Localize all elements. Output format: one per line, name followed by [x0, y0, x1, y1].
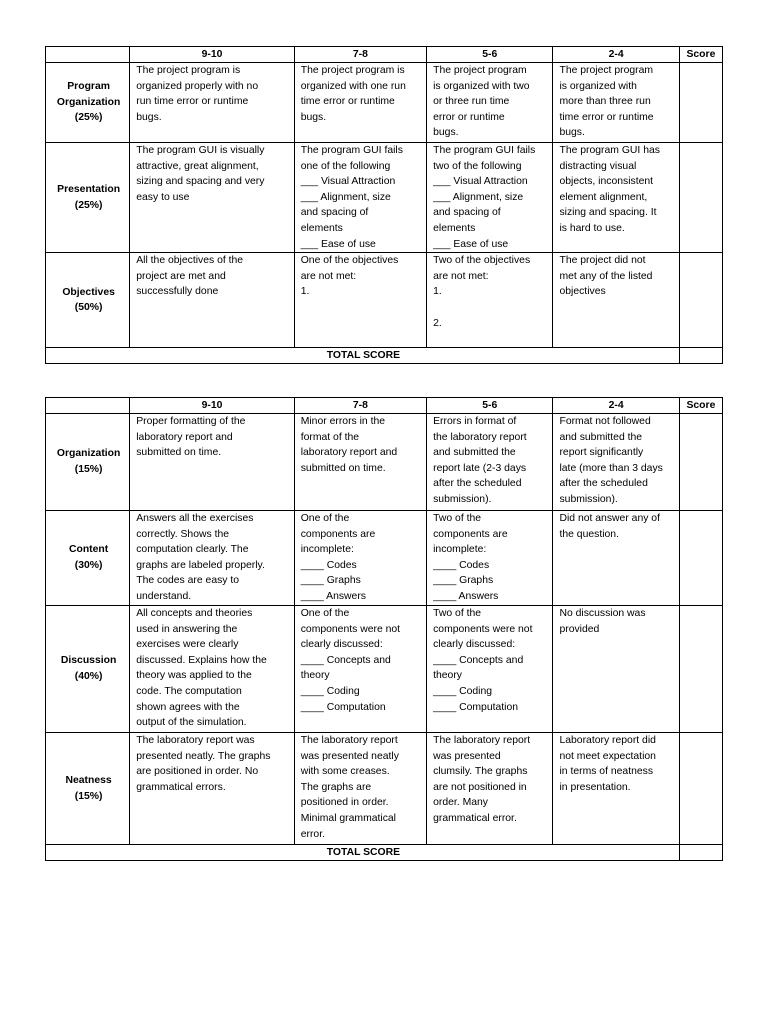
description-cell [294, 63, 426, 143]
rubric-row [46, 414, 723, 511]
description-line: organized with one run [300, 80, 406, 92]
description-line: met any of the listed [559, 270, 653, 282]
description-line: theory [433, 670, 462, 682]
description-cell [294, 143, 426, 253]
description-line: two of the following [433, 160, 522, 172]
description-line: theory [300, 670, 330, 682]
description-line: error or runtime [433, 111, 505, 123]
description-line: ___ Visual Attraction [433, 176, 528, 188]
description-line: presented neatly. The graphs [136, 750, 271, 762]
criterion-label: (15%) [74, 464, 103, 475]
description-line: shown agrees with the [136, 701, 240, 713]
header-row [46, 398, 723, 414]
description-line: was presented neatly [300, 750, 399, 762]
description-line: attractive, great alignment, [136, 160, 259, 172]
description-cell [294, 414, 426, 511]
description-line: The project did not [559, 255, 646, 267]
description-line: components are [433, 528, 508, 540]
criterion-label: (25%) [74, 199, 103, 211]
description-line: The project program [433, 65, 527, 76]
description-line: distracting visual [559, 160, 637, 172]
description-line: The program GUI is visually [136, 145, 265, 156]
description-cell [553, 733, 679, 845]
description-line: ___ Ease of use [300, 238, 376, 250]
description-line: One of the [300, 513, 350, 524]
description-line: bugs. [433, 127, 459, 139]
description-line: discussed. Explains how the [136, 654, 267, 666]
description-line: report late (2-3 days [433, 462, 527, 474]
rubric-row [46, 733, 723, 845]
description-line: The laboratory report [300, 735, 398, 746]
description-line: ____ Answers [433, 590, 499, 602]
description-cell [130, 733, 294, 845]
description-line [433, 300, 548, 316]
description-line: are not met: [300, 270, 357, 282]
description-line: not meet expectation [559, 750, 656, 762]
description-cell [427, 253, 553, 348]
description-line: was presented [433, 750, 501, 762]
description-line: ____ Graphs [433, 575, 494, 587]
description-line: is organized with two [433, 80, 530, 92]
description-line: time error or runtime [300, 96, 395, 108]
description-line: successfully done [136, 286, 219, 298]
description-line: and spacing of [300, 207, 369, 219]
description-line: in terms of neatness [559, 766, 654, 778]
description-line: ____ Concepts and [300, 654, 391, 666]
rubric-row [46, 511, 723, 606]
description-cell [427, 414, 553, 511]
description-line: bugs. [136, 111, 162, 123]
description-cell [130, 414, 294, 511]
score-cell[interactable] [679, 63, 722, 143]
description-line: the question. [559, 528, 619, 540]
description-line: output of the simulation. [136, 717, 247, 729]
description-line: ____ Computation [433, 701, 519, 713]
description-line: order. Many [433, 797, 488, 809]
description-line: Minor errors in the [300, 416, 386, 427]
description-line: One of the objectives [300, 255, 399, 267]
description-line: clearly discussed: [433, 639, 516, 651]
description-line: One of the [300, 608, 350, 619]
description-line: ___ Ease of use [433, 238, 509, 250]
description-line: objectives [559, 286, 606, 298]
description-line: incomplete: [300, 544, 354, 556]
description-cell [130, 511, 294, 606]
rubric-body [46, 414, 723, 861]
lab-report-rubric-table [45, 397, 723, 861]
description-line: The laboratory report was [136, 735, 255, 746]
description-line: 1. [300, 286, 310, 298]
description-line: ____ Coding [300, 685, 360, 697]
score-cell[interactable] [679, 606, 722, 733]
criterion-cell [46, 143, 130, 253]
description-cell [427, 606, 553, 733]
description-line: sizing and spacing and very [136, 176, 265, 188]
criterion-label: (15%) [74, 790, 103, 802]
description-line: elements [300, 222, 343, 234]
description-line: Format not followed [559, 416, 651, 427]
score-range-header: 9-10 [130, 47, 294, 63]
description-line: elements [433, 222, 476, 234]
description-line: Two of the [433, 608, 482, 619]
description-line: The codes are easy to [136, 575, 240, 587]
description-line: late (more than 3 days [559, 462, 663, 474]
description-line: ___ Alignment, size [433, 191, 524, 203]
description-line: The project program is [300, 65, 405, 76]
total-score-label: TOTAL SCORE [46, 348, 680, 364]
description-line: after the scheduled [559, 478, 648, 490]
description-line: The graphs are [300, 781, 372, 793]
description-cell [294, 253, 426, 348]
description-line: laboratory report and [300, 447, 398, 459]
description-line: 1. [433, 286, 442, 298]
description-line: time error or runtime [559, 111, 654, 123]
criterion-label: Objectives [62, 286, 115, 298]
total-score-label: TOTAL SCORE [46, 845, 680, 861]
description-line: code. The computation [136, 685, 242, 697]
rubric-body [46, 63, 723, 364]
description-line: sizing and spacing. It [559, 207, 657, 219]
description-cell [427, 733, 553, 845]
criterion-label: Discussion [60, 655, 117, 667]
description-line: ____ Concepts and [433, 654, 524, 666]
description-line: ___ Alignment, size [300, 191, 391, 203]
description-cell [130, 143, 294, 253]
criterion-label: (50%) [74, 302, 103, 314]
score-range-header: 2-4 [553, 398, 679, 414]
description-line: is organized with [559, 80, 637, 92]
description-line: clearly discussed: [300, 639, 383, 651]
description-line: run time error or runtime [136, 96, 249, 108]
description-line: are positioned in order. No [136, 766, 259, 778]
description-line: submitted on time. [300, 462, 386, 474]
criterion-cell [46, 606, 130, 733]
description-line: bugs. [300, 111, 327, 123]
score-cell[interactable] [679, 253, 722, 348]
score-range-header: 9-10 [130, 398, 294, 414]
criterion-label: (25%) [74, 112, 103, 124]
description-line: submission). [559, 493, 618, 505]
description-line: project are met and [136, 270, 226, 282]
criterion-cell [46, 511, 130, 606]
description-line: grammatical errors. [136, 781, 226, 793]
criterion-header [46, 47, 130, 63]
description-line: and submitted the [433, 447, 516, 459]
description-line: report significantly [559, 447, 644, 459]
score-range-header: 2-4 [553, 47, 679, 63]
description-line: Minimal grammatical [300, 812, 396, 824]
description-line: theory was applied to the [136, 670, 252, 682]
description-cell [427, 63, 553, 143]
description-line: submitted on time. [136, 447, 222, 459]
criterion-label: (30%) [74, 560, 103, 571]
description-cell [427, 511, 553, 606]
total-score-cell[interactable] [679, 845, 722, 861]
description-line: Errors in format of [433, 416, 517, 427]
description-cell [553, 511, 679, 606]
description-line: Two of the objectives [433, 255, 531, 267]
description-line: Proper formatting of the [136, 416, 246, 427]
criterion-header [46, 398, 130, 414]
description-line: The program GUI fails [300, 145, 403, 156]
description-line: organized properly with no [136, 80, 259, 92]
description-line: Did not answer any of [559, 513, 660, 524]
total-row [46, 348, 723, 364]
total-score-cell[interactable] [679, 348, 722, 364]
description-cell [553, 143, 679, 253]
score-header: Score [679, 47, 722, 63]
description-line: incomplete: [433, 544, 487, 556]
description-line: ____ Graphs [300, 575, 361, 587]
description-line: or three run time [433, 96, 510, 108]
description-line: and spacing of [433, 207, 501, 219]
description-line: The project program is [136, 65, 241, 76]
description-line: used in answering the [136, 623, 238, 635]
description-line: more than three run [559, 96, 651, 108]
criterion-label: Organization [56, 96, 121, 108]
criterion-cell [46, 253, 130, 348]
description-line: format of the [300, 431, 360, 443]
criterion-cell [46, 414, 130, 511]
description-line: computation clearly. The [136, 544, 249, 556]
description-line: after the scheduled [433, 478, 522, 490]
description-line: laboratory report and [136, 431, 233, 443]
description-line: grammatical error. [433, 812, 517, 824]
description-line: components were not [433, 623, 533, 635]
description-line: element alignment, [559, 191, 648, 203]
criterion-label: Organization [56, 448, 121, 460]
description-line: Laboratory report did [559, 735, 656, 746]
description-cell [553, 63, 679, 143]
rubric-row [46, 606, 723, 733]
score-range-header: 7-8 [294, 398, 426, 414]
description-line: The program GUI has [559, 145, 660, 156]
rubric-row [46, 253, 723, 348]
score-range-header: 7-8 [294, 47, 426, 63]
description-line: provided [559, 623, 600, 635]
header-row [46, 47, 723, 63]
description-line: 2. [433, 317, 442, 329]
description-line: are not met: [433, 270, 489, 282]
description-line: submission). [433, 493, 492, 505]
description-line: ____ Codes [300, 559, 357, 571]
description-cell [294, 606, 426, 733]
description-line: Two of the [433, 513, 482, 524]
description-line: are not positioned in [433, 781, 527, 793]
criterion-cell [46, 733, 130, 845]
description-line: exercises were clearly [136, 639, 239, 651]
score-cell[interactable] [679, 414, 722, 511]
description-line: All the objectives of the [136, 255, 244, 267]
description-line: The program GUI fails [433, 145, 536, 156]
description-line: All concepts and theories [136, 608, 253, 619]
description-line: graphs are labeled properly. [136, 559, 265, 571]
description-line: bugs. [559, 127, 585, 139]
description-line: No discussion was [559, 608, 646, 619]
description-line: ___ Visual Attraction [300, 176, 396, 188]
score-header: Score [679, 398, 722, 414]
score-range-header: 5-6 [427, 47, 553, 63]
description-line: ____ Codes [433, 559, 490, 571]
description-cell [427, 143, 553, 253]
description-line: easy to use [136, 191, 190, 203]
score-cell[interactable] [679, 143, 722, 253]
score-range-header: 5-6 [427, 398, 553, 414]
score-cell[interactable] [679, 511, 722, 606]
description-line: components were not [300, 623, 401, 635]
score-cell[interactable] [679, 733, 722, 845]
criterion-label: Presentation [57, 183, 121, 195]
description-line: The laboratory report [433, 735, 531, 746]
rubric-row [46, 63, 723, 143]
description-line: correctly. Shows the [136, 528, 230, 540]
description-cell [294, 511, 426, 606]
description-line: positioned in order. [300, 797, 389, 809]
description-line: understand. [136, 590, 192, 602]
description-line: the laboratory report [433, 431, 527, 443]
description-line: clumsily. The graphs [433, 766, 528, 778]
description-cell [294, 733, 426, 845]
description-line: error. [300, 828, 325, 840]
criterion-label: (40%) [74, 671, 103, 682]
description-cell [553, 606, 679, 733]
total-row [46, 845, 723, 861]
description-line: one of the following [300, 160, 391, 172]
description-cell [130, 63, 294, 143]
rubric-row [46, 143, 723, 253]
description-cell [130, 253, 294, 348]
description-line: ____ Coding [433, 685, 493, 697]
description-line: in presentation. [559, 781, 631, 793]
criterion-label: Program [67, 81, 110, 93]
description-line: is hard to use. [559, 222, 625, 234]
criterion-label: Content [68, 544, 109, 556]
description-cell [553, 414, 679, 511]
description-line: objects, inconsistent [559, 176, 654, 188]
description-line: components are [300, 528, 376, 540]
description-line: ____ Answers [300, 590, 366, 602]
program-rubric-table [45, 46, 723, 364]
description-line: Answers all the exercises [136, 513, 254, 524]
criterion-cell [46, 63, 130, 143]
description-line: The project program [559, 65, 654, 76]
description-line: with some creases. [300, 766, 390, 778]
description-line: ____ Computation [300, 701, 386, 713]
description-cell [130, 606, 294, 733]
description-cell [553, 253, 679, 348]
criterion-label: Neatness [65, 774, 112, 786]
description-line: and submitted the [559, 431, 643, 443]
